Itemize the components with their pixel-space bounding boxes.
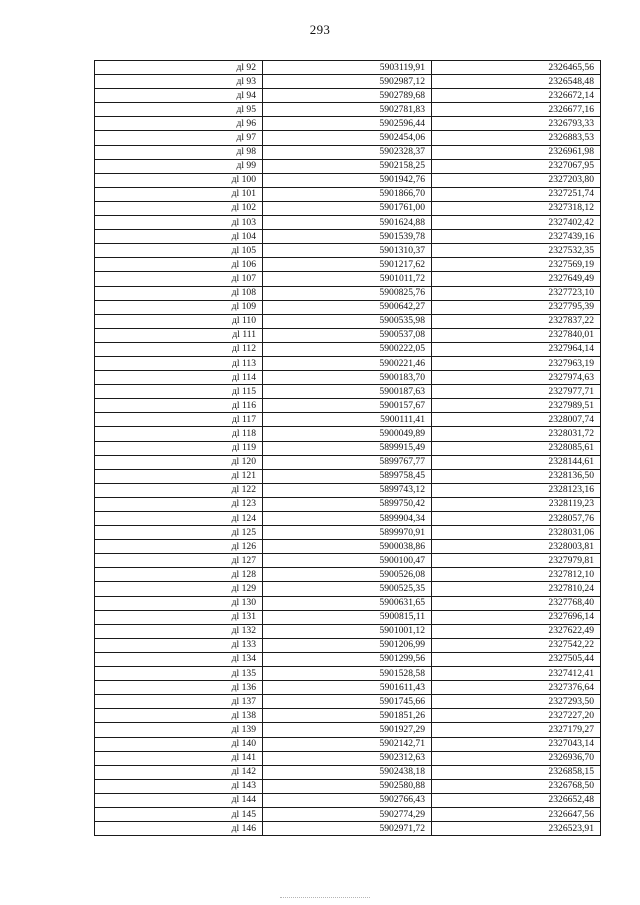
x-coordinate-cell: 5901001,12	[263, 624, 432, 638]
table-row	[95, 244, 601, 258]
table-row	[95, 371, 601, 385]
y-coordinate-cell: 2326793,33	[432, 117, 601, 131]
x-coordinate-cell: 5900537,08	[263, 328, 432, 342]
y-coordinate-cell: 2326858,15	[432, 765, 601, 779]
x-coordinate-cell: 5902312,63	[263, 751, 432, 765]
x-coordinate-cell: 5902438,18	[263, 765, 432, 779]
point-name-cell: дl 100	[95, 173, 263, 187]
point-name-cell: дl 126	[95, 540, 263, 554]
y-coordinate-cell: 2326883,53	[432, 131, 601, 145]
coordinates-table	[94, 60, 601, 836]
y-coordinate-cell: 2327696,14	[432, 610, 601, 624]
point-name-cell: дl 92	[95, 61, 263, 75]
x-coordinate-cell: 5900111,41	[263, 413, 432, 427]
table-row	[95, 230, 601, 244]
x-coordinate-cell: 5901310,37	[263, 244, 432, 258]
y-coordinate-cell: 2327795,39	[432, 300, 601, 314]
point-name-cell: дl 108	[95, 286, 263, 300]
x-coordinate-cell: 5902987,12	[263, 75, 432, 89]
table-row	[95, 568, 601, 582]
y-coordinate-cell: 2327227,20	[432, 709, 601, 723]
point-name-cell: дl 112	[95, 342, 263, 356]
point-name-cell: дl 101	[95, 187, 263, 201]
x-coordinate-cell: 5900049,89	[263, 427, 432, 441]
x-coordinate-cell: 5900815,11	[263, 610, 432, 624]
x-coordinate-cell: 5900535,98	[263, 314, 432, 328]
table-row	[95, 667, 601, 681]
y-coordinate-cell: 2326936,70	[432, 751, 601, 765]
table-row	[95, 399, 601, 413]
x-coordinate-cell: 5900183,70	[263, 371, 432, 385]
table-row	[95, 159, 601, 173]
y-coordinate-cell: 2327043,14	[432, 737, 601, 751]
y-coordinate-cell: 2327979,81	[432, 554, 601, 568]
y-coordinate-cell: 2327376,64	[432, 681, 601, 695]
table-row	[95, 75, 601, 89]
table-row	[95, 512, 601, 526]
y-coordinate-cell: 2327977,71	[432, 385, 601, 399]
point-name-cell: дl 120	[95, 455, 263, 469]
x-coordinate-cell: 5901927,29	[263, 723, 432, 737]
y-coordinate-cell: 2326647,56	[432, 807, 601, 821]
table-row	[95, 596, 601, 610]
y-coordinate-cell: 2327723,10	[432, 286, 601, 300]
table-row	[95, 554, 601, 568]
y-coordinate-cell: 2327989,51	[432, 399, 601, 413]
x-coordinate-cell: 5902596,44	[263, 117, 432, 131]
point-name-cell: дl 137	[95, 695, 263, 709]
x-coordinate-cell: 5899767,77	[263, 455, 432, 469]
x-coordinate-cell: 5900100,47	[263, 554, 432, 568]
point-name-cell: дl 106	[95, 258, 263, 272]
table-row	[95, 638, 601, 652]
table-row	[95, 328, 601, 342]
point-name-cell: дl 102	[95, 201, 263, 215]
table-row	[95, 314, 601, 328]
table-row	[95, 709, 601, 723]
table-row	[95, 441, 601, 455]
x-coordinate-cell: 5901011,72	[263, 272, 432, 286]
table-row	[95, 103, 601, 117]
point-name-cell: дl 130	[95, 596, 263, 610]
x-coordinate-cell: 5901942,76	[263, 173, 432, 187]
x-coordinate-cell: 5903119,91	[263, 61, 432, 75]
x-coordinate-cell: 5901217,62	[263, 258, 432, 272]
y-coordinate-cell: 2326677,16	[432, 103, 601, 117]
table-row	[95, 187, 601, 201]
x-coordinate-cell: 5901206,99	[263, 638, 432, 652]
table-row	[95, 216, 601, 230]
x-coordinate-cell: 5902142,71	[263, 737, 432, 751]
y-coordinate-cell: 2326548,48	[432, 75, 601, 89]
point-name-cell: дl 141	[95, 751, 263, 765]
point-name-cell: дl 138	[95, 709, 263, 723]
table-row	[95, 300, 601, 314]
x-coordinate-cell: 5900825,76	[263, 286, 432, 300]
table-row	[95, 201, 601, 215]
y-coordinate-cell: 2326961,98	[432, 145, 601, 159]
table-row	[95, 526, 601, 540]
point-name-cell: дl 125	[95, 526, 263, 540]
y-coordinate-cell: 2328007,74	[432, 413, 601, 427]
x-coordinate-cell: 5902781,83	[263, 103, 432, 117]
x-coordinate-cell: 5902766,43	[263, 793, 432, 807]
y-coordinate-cell: 2327412,41	[432, 667, 601, 681]
table-row	[95, 751, 601, 765]
table-row	[95, 258, 601, 272]
y-coordinate-cell: 2328123,16	[432, 483, 601, 497]
table-row	[95, 540, 601, 554]
x-coordinate-cell: 5902774,29	[263, 807, 432, 821]
x-coordinate-cell: 5901761,00	[263, 201, 432, 215]
x-coordinate-cell: 5899743,12	[263, 483, 432, 497]
x-coordinate-cell: 5902971,72	[263, 822, 432, 836]
x-coordinate-cell: 5902328,37	[263, 145, 432, 159]
page-number: 293	[309, 22, 331, 37]
point-name-cell: дl 129	[95, 582, 263, 596]
point-name-cell: дl 118	[95, 427, 263, 441]
point-name-cell: дl 107	[95, 272, 263, 286]
y-coordinate-cell: 2327179,27	[432, 723, 601, 737]
table-row	[95, 624, 601, 638]
point-name-cell: дl 98	[95, 145, 263, 159]
point-name-cell: дl 105	[95, 244, 263, 258]
table-row	[95, 793, 601, 807]
y-coordinate-cell: 2326672,14	[432, 89, 601, 103]
y-coordinate-cell: 2327293,50	[432, 695, 601, 709]
point-name-cell: дl 99	[95, 159, 263, 173]
table-row	[95, 61, 601, 75]
point-name-cell: дl 119	[95, 441, 263, 455]
table-row	[95, 807, 601, 821]
point-name-cell: дl 140	[95, 737, 263, 751]
x-coordinate-cell: 5902789,68	[263, 89, 432, 103]
x-coordinate-cell: 5899904,34	[263, 512, 432, 526]
y-coordinate-cell: 2328057,76	[432, 512, 601, 526]
scan-artifact	[280, 897, 370, 899]
y-coordinate-cell: 2327812,10	[432, 568, 601, 582]
x-coordinate-cell: 5900631,65	[263, 596, 432, 610]
x-coordinate-cell: 5902580,88	[263, 779, 432, 793]
y-coordinate-cell: 2327837,22	[432, 314, 601, 328]
table-row	[95, 342, 601, 356]
point-name-cell: дl 122	[95, 483, 263, 497]
point-name-cell: дl 114	[95, 371, 263, 385]
table-row	[95, 145, 601, 159]
point-name-cell: дl 110	[95, 314, 263, 328]
point-name-cell: дl 145	[95, 807, 263, 821]
table-row	[95, 272, 601, 286]
x-coordinate-cell: 5899750,42	[263, 497, 432, 511]
y-coordinate-cell: 2327810,24	[432, 582, 601, 596]
y-coordinate-cell: 2327505,44	[432, 652, 601, 666]
x-coordinate-cell: 5899758,45	[263, 469, 432, 483]
y-coordinate-cell: 2328003,81	[432, 540, 601, 554]
y-coordinate-cell: 2326768,50	[432, 779, 601, 793]
x-coordinate-cell: 5900038,86	[263, 540, 432, 554]
table-row	[95, 822, 601, 836]
point-name-cell: дl 136	[95, 681, 263, 695]
point-name-cell: дl 134	[95, 652, 263, 666]
x-coordinate-cell: 5901866,70	[263, 187, 432, 201]
table-row	[95, 610, 601, 624]
y-coordinate-cell: 2327963,19	[432, 356, 601, 370]
x-coordinate-cell: 5901851,26	[263, 709, 432, 723]
table-row	[95, 427, 601, 441]
table-row	[95, 737, 601, 751]
table-row	[95, 469, 601, 483]
y-coordinate-cell: 2327542,22	[432, 638, 601, 652]
point-name-cell: дl 128	[95, 568, 263, 582]
point-name-cell: дl 142	[95, 765, 263, 779]
x-coordinate-cell: 5900187,63	[263, 385, 432, 399]
table-row	[95, 455, 601, 469]
table-row	[95, 765, 601, 779]
table-row	[95, 385, 601, 399]
y-coordinate-cell: 2326465,56	[432, 61, 601, 75]
y-coordinate-cell: 2326523,91	[432, 822, 601, 836]
point-name-cell: дl 109	[95, 300, 263, 314]
point-name-cell: дl 94	[95, 89, 263, 103]
table-row	[95, 582, 601, 596]
point-name-cell: дl 111	[95, 328, 263, 342]
y-coordinate-cell: 2327203,80	[432, 173, 601, 187]
y-coordinate-cell: 2327768,40	[432, 596, 601, 610]
point-name-cell: дl 93	[95, 75, 263, 89]
point-name-cell: дl 123	[95, 497, 263, 511]
point-name-cell: дl 144	[95, 793, 263, 807]
table-row	[95, 117, 601, 131]
y-coordinate-cell: 2328085,61	[432, 441, 601, 455]
table-row	[95, 286, 601, 300]
table-row	[95, 173, 601, 187]
x-coordinate-cell: 5901299,56	[263, 652, 432, 666]
y-coordinate-cell: 2327964,14	[432, 342, 601, 356]
y-coordinate-cell: 2327402,42	[432, 216, 601, 230]
y-coordinate-cell: 2328031,06	[432, 526, 601, 540]
point-name-cell: дl 131	[95, 610, 263, 624]
y-coordinate-cell: 2327840,01	[432, 328, 601, 342]
x-coordinate-cell: 5900222,05	[263, 342, 432, 356]
point-name-cell: дl 117	[95, 413, 263, 427]
x-coordinate-cell: 5900642,27	[263, 300, 432, 314]
table-row	[95, 131, 601, 145]
table-row	[95, 89, 601, 103]
table-row	[95, 356, 601, 370]
x-coordinate-cell: 5900221,46	[263, 356, 432, 370]
table-row	[95, 497, 601, 511]
x-coordinate-cell: 5902454,06	[263, 131, 432, 145]
y-coordinate-cell: 2327318,12	[432, 201, 601, 215]
table-row	[95, 779, 601, 793]
y-coordinate-cell: 2327622,49	[432, 624, 601, 638]
point-name-cell: дl 95	[95, 103, 263, 117]
y-coordinate-cell: 2328119,23	[432, 497, 601, 511]
y-coordinate-cell: 2327251,74	[432, 187, 601, 201]
point-name-cell: дl 97	[95, 131, 263, 145]
x-coordinate-cell: 5902158,25	[263, 159, 432, 173]
x-coordinate-cell: 5899915,49	[263, 441, 432, 455]
y-coordinate-cell: 2327974,63	[432, 371, 601, 385]
y-coordinate-cell: 2327439,16	[432, 230, 601, 244]
y-coordinate-cell: 2328031,72	[432, 427, 601, 441]
y-coordinate-cell: 2328136,50	[432, 469, 601, 483]
x-coordinate-cell: 5900157,67	[263, 399, 432, 413]
point-name-cell: дl 146	[95, 822, 263, 836]
point-name-cell: дl 127	[95, 554, 263, 568]
point-name-cell: дl 124	[95, 512, 263, 526]
coordinates-table-body	[95, 61, 601, 836]
table-row	[95, 723, 601, 737]
y-coordinate-cell: 2327569,19	[432, 258, 601, 272]
point-name-cell: дl 132	[95, 624, 263, 638]
x-coordinate-cell: 5899970,91	[263, 526, 432, 540]
x-coordinate-cell: 5901745,66	[263, 695, 432, 709]
y-coordinate-cell: 2327067,95	[432, 159, 601, 173]
point-name-cell: дl 116	[95, 399, 263, 413]
point-name-cell: дl 133	[95, 638, 263, 652]
table-row	[95, 483, 601, 497]
point-name-cell: дl 115	[95, 385, 263, 399]
y-coordinate-cell: 2326652,48	[432, 793, 601, 807]
point-name-cell: дl 113	[95, 356, 263, 370]
x-coordinate-cell: 5901611,43	[263, 681, 432, 695]
point-name-cell: дl 135	[95, 667, 263, 681]
point-name-cell: дl 103	[95, 216, 263, 230]
x-coordinate-cell: 5901528,58	[263, 667, 432, 681]
x-coordinate-cell: 5901624,88	[263, 216, 432, 230]
point-name-cell: дl 96	[95, 117, 263, 131]
x-coordinate-cell: 5900526,08	[263, 568, 432, 582]
y-coordinate-cell: 2327532,35	[432, 244, 601, 258]
point-name-cell: дl 121	[95, 469, 263, 483]
point-name-cell: дl 143	[95, 779, 263, 793]
y-coordinate-cell: 2327649,49	[432, 272, 601, 286]
point-name-cell: дl 104	[95, 230, 263, 244]
table-row	[95, 681, 601, 695]
y-coordinate-cell: 2328144,61	[432, 455, 601, 469]
table-row	[95, 413, 601, 427]
x-coordinate-cell: 5901539,78	[263, 230, 432, 244]
point-name-cell: дl 139	[95, 723, 263, 737]
table-row	[95, 652, 601, 666]
x-coordinate-cell: 5900525,35	[263, 582, 432, 596]
table-row	[95, 695, 601, 709]
